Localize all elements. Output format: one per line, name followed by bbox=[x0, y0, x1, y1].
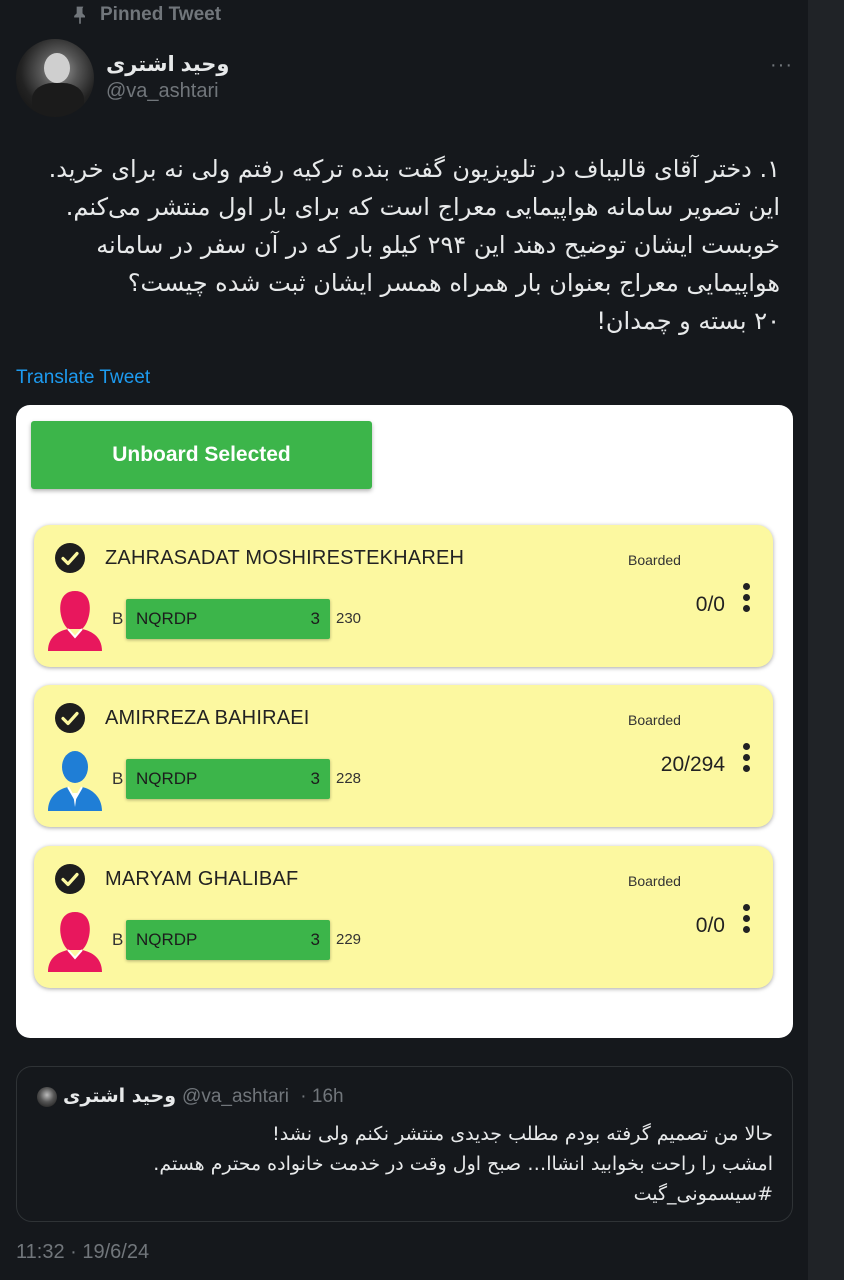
booking-bar bbox=[126, 599, 330, 639]
passenger-class: B bbox=[112, 609, 124, 628]
female-avatar-icon bbox=[44, 906, 106, 974]
passenger-seq: 229 bbox=[336, 931, 362, 948]
quoted-tweet-time: · 16h bbox=[300, 1086, 344, 1107]
tweet-line: ۲۰ بسته و چمدان! bbox=[596, 307, 780, 335]
booking-pnr: NQRDP bbox=[136, 930, 198, 949]
booking-pnr: NQRDP bbox=[136, 769, 198, 788]
passenger-class: B bbox=[112, 930, 124, 949]
pin-icon bbox=[70, 5, 90, 25]
passenger-seq: 228 bbox=[336, 770, 362, 787]
tweet-media-image[interactable] bbox=[16, 405, 793, 1038]
quoted-author-name: وحید اشتری bbox=[63, 1085, 177, 1107]
kebab-menu-icon[interactable] bbox=[740, 583, 752, 615]
quoted-author-handle: @va_ashtari bbox=[182, 1086, 289, 1107]
scrollbar[interactable] bbox=[808, 0, 844, 1280]
quoted-hashtag[interactable]: #سیسمونی_گیت bbox=[633, 1183, 773, 1205]
quoted-author-avatar bbox=[37, 1087, 57, 1107]
baggage-weight: 0/0 bbox=[695, 593, 725, 616]
author-handle[interactable]: @va_ashtari bbox=[106, 80, 219, 102]
passenger-status: Boarded bbox=[628, 873, 681, 889]
tweet-line: ۱. دختر آقای قالیباف در تلویزیون گفت بنده ترکیه رفتم ولی نه برای خرید. bbox=[48, 155, 780, 183]
passenger-card[interactable] bbox=[34, 525, 773, 667]
passenger-seq: 230 bbox=[336, 610, 362, 627]
pinned-indicator bbox=[70, 4, 221, 26]
quoted-line: امشب را راحت بخوابید انشاا… صبح اول وقت در خدمت خانواده محترم هستم. bbox=[153, 1153, 773, 1175]
passenger-name: ZAHRASADAT MOSHIRESTEKHAREH bbox=[105, 547, 465, 569]
pinned-label: Pinned Tweet bbox=[100, 4, 222, 25]
booking-count: 3 bbox=[310, 609, 320, 628]
author-name[interactable]: وحید اشتری bbox=[106, 53, 230, 76]
passenger-status: Boarded bbox=[628, 552, 681, 568]
passenger-name: MARYAM GHALIBAF bbox=[105, 868, 299, 890]
translate-tweet-link[interactable]: Translate Tweet bbox=[16, 367, 151, 388]
tweet-line: هواپیمایی معراج بعنوان بار همراه همسر ایشان ثبت شده چیست؟ bbox=[127, 269, 780, 297]
booking-count: 3 bbox=[310, 769, 320, 788]
passenger-card[interactable] bbox=[34, 685, 773, 827]
booking-pnr: NQRDP bbox=[136, 609, 198, 628]
booking-bar bbox=[126, 759, 330, 799]
kebab-menu-icon[interactable] bbox=[740, 743, 752, 775]
baggage-weight: 0/0 bbox=[695, 914, 725, 937]
booking-count: 3 bbox=[310, 930, 320, 949]
check-circle-icon[interactable] bbox=[54, 542, 86, 574]
quoted-tweet-text bbox=[33, 1119, 773, 1209]
tweet-timestamp[interactable]: 11:32 · 19/6/24 bbox=[16, 1241, 150, 1263]
male-avatar-icon bbox=[44, 745, 106, 813]
tweet-line: این تصویر سامانه هواپیمایی معراج است که برای بار اول منتشر می‌کنم. bbox=[65, 193, 780, 221]
check-circle-icon[interactable] bbox=[54, 702, 86, 734]
tweet-text bbox=[16, 150, 780, 340]
passenger-class: B bbox=[112, 769, 124, 788]
quoted-tweet[interactable] bbox=[16, 1066, 793, 1222]
female-avatar-icon bbox=[44, 585, 106, 653]
passenger-card[interactable] bbox=[34, 846, 773, 988]
quoted-tweet-header bbox=[63, 1085, 344, 1108]
more-options-icon[interactable]: ··· bbox=[770, 54, 793, 76]
kebab-menu-icon[interactable] bbox=[740, 904, 752, 936]
quoted-line: حالا من تصمیم گرفته بودم مطلب جدیدی منتشر نکنم ولی نشد! bbox=[272, 1123, 773, 1145]
check-circle-icon[interactable] bbox=[54, 863, 86, 895]
passenger-name: AMIRREZA BAHIRAEI bbox=[105, 707, 310, 729]
passenger-status: Boarded bbox=[628, 712, 681, 728]
tweet-line: خوبست ایشان توضیح دهند این ۲۹۴ کیلو بار که در آن سفر در سامانه bbox=[96, 231, 780, 259]
unboard-selected-button[interactable]: Unboard Selected bbox=[31, 421, 372, 489]
baggage-weight: 20/294 bbox=[660, 753, 725, 776]
booking-bar bbox=[126, 920, 330, 960]
author-avatar[interactable] bbox=[16, 39, 94, 117]
